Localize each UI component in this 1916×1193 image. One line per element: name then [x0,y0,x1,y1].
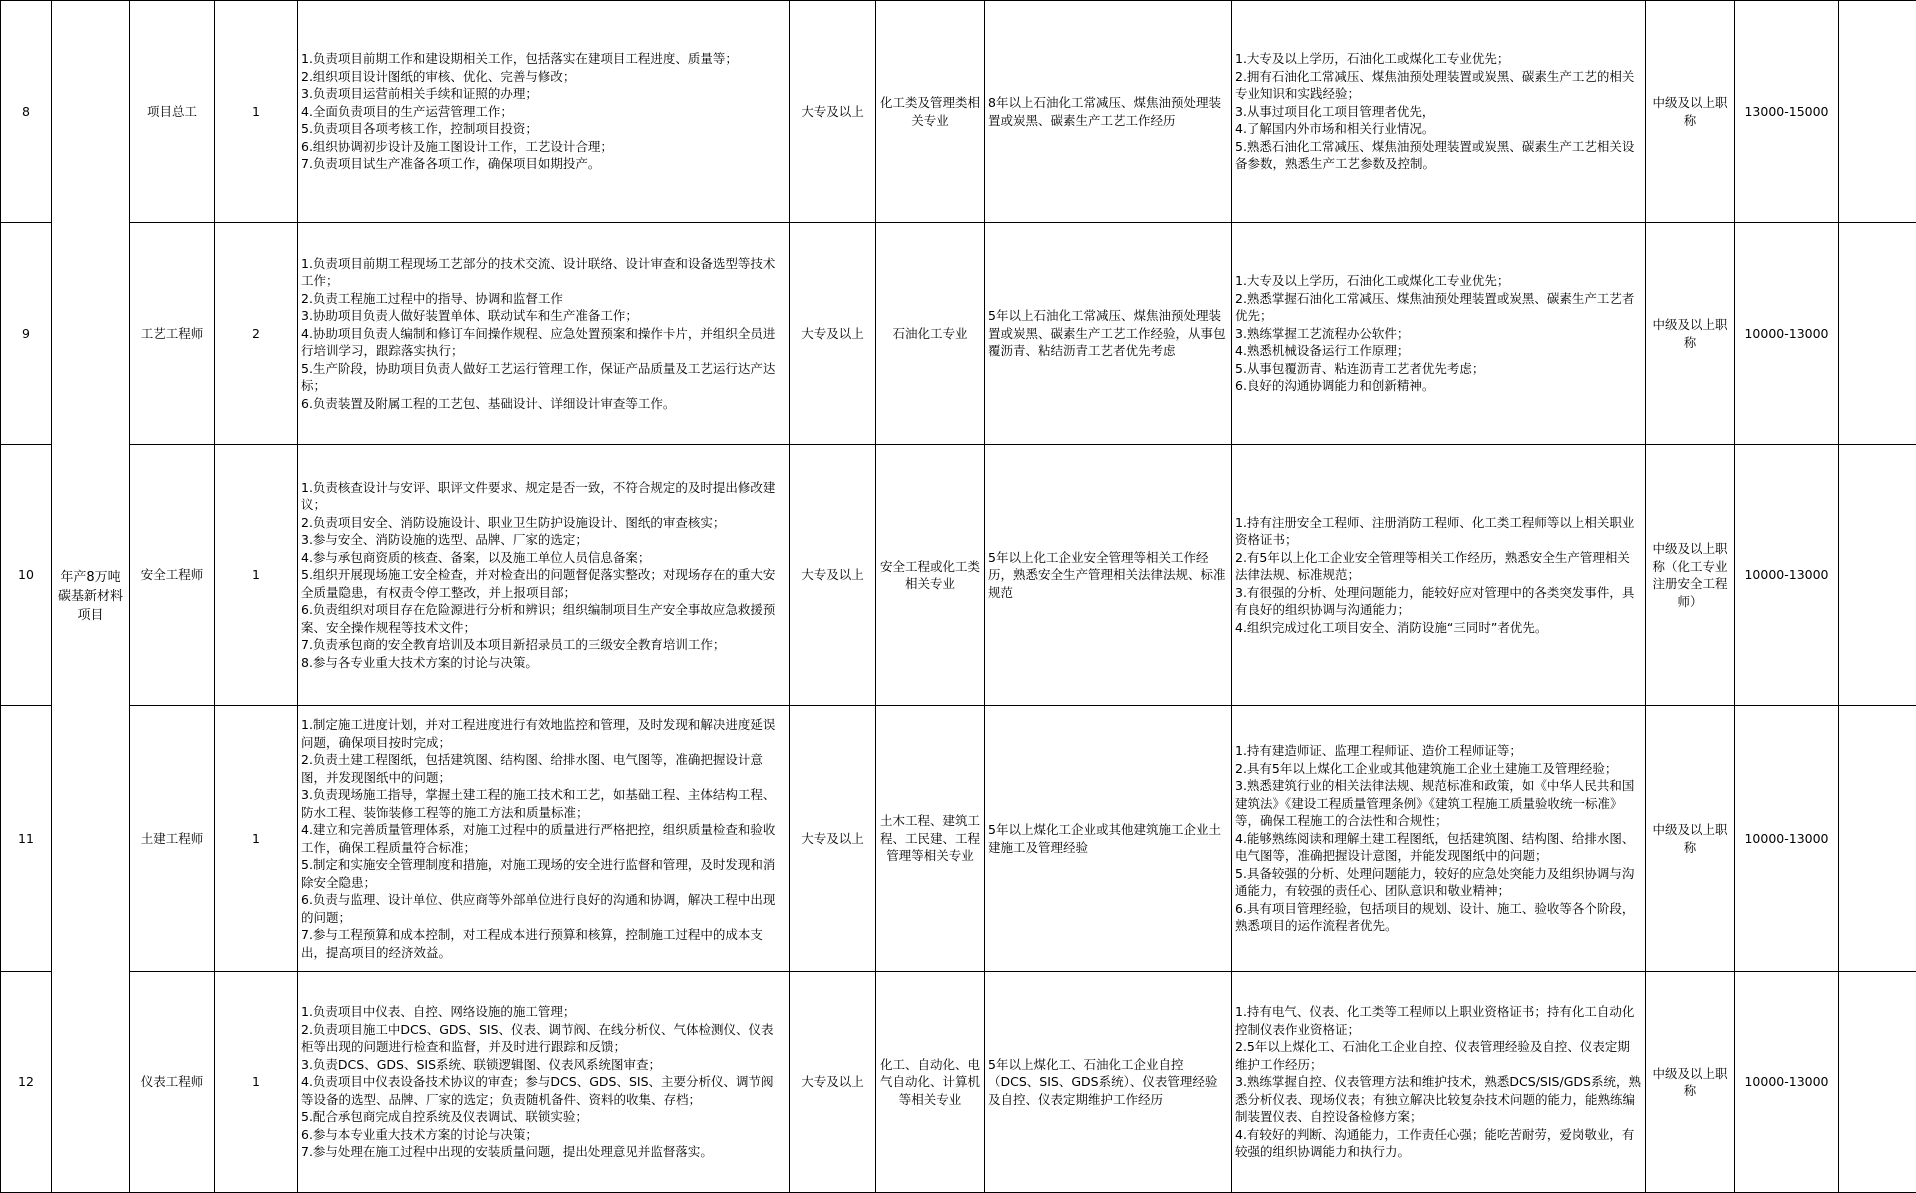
list-line: 2.负责项目施工中DCS、GDS、SIS、仪表、调节阀、在线分析仪、气体检测仪、仪表柜等出现的问题进行检查和监督，并及时进行跟踪和反馈； [301,1021,786,1056]
blank-cell [1839,445,1916,706]
list-line: 1.负责项目中仪表、自控、网络设施的施工管理； [301,1003,786,1021]
title-cell: 中级及以上职称 [1646,706,1735,972]
blank-cell [1839,223,1916,445]
row-number: 9 [1,223,52,445]
list-line: 4.有较好的判断、沟通能力，工作责任心强；能吃苦耐劳，爱岗敬业，有较强的组织协调能力和执行力。 [1235,1126,1642,1161]
list-line: 5.生产阶段，协助项目负责人做好工艺运行管理工作，保证产品质量及工艺运行达产达标； [301,360,786,395]
list-line: 6.负责组织对项目存在危险源进行分析和辨识；组织编制项目生产安全事故应急救援预案、安全操作规程等技术文件； [301,601,786,636]
list-line: 5.具备较强的分析、处理问题能力，较好的应急处突能力及组织协调与沟通能力，有较强的责任心、团队意识和敬业精神； [1235,865,1642,900]
list-line: 1.负责项目前期工程现场工艺部分的技术交流、设计联络、设计审查和设备选型等技术工作； [301,255,786,290]
blank-cell [1839,972,1916,1193]
list-line: 7.参与处理在施工过程中出现的安装质量问题，提出处理意见并监督落实。 [301,1143,786,1161]
row-number: 10 [1,445,52,706]
list-line: 8.参与各专业重大技术方案的讨论与决策。 [301,654,786,672]
title-cell: 中级及以上职称 [1646,972,1735,1193]
blank-cell [1839,706,1916,972]
duties-cell [298,445,790,706]
list-line: 3.负责DCS、GDS、SIS系统、联锁逻辑图、仪表风系统图审查； [301,1056,786,1074]
position-cell: 工艺工程师 [130,223,215,445]
list-line: 5.从事包覆沥青、粘连沥青工艺者优先考虑； [1235,360,1642,378]
requirements-cell [1232,223,1646,445]
headcount-cell: 1 [215,1,298,223]
education-cell: 大专及以上 [790,1,876,223]
list-line: 1.持有建造师证、监理工程师证、造价工程师证等； [1235,742,1642,760]
education-cell: 大专及以上 [790,445,876,706]
requirements-cell [1232,445,1646,706]
education-cell: 大专及以上 [790,972,876,1193]
list-line: 6.良好的沟通协调能力和创新精神。 [1235,377,1642,395]
table-row [1,445,1916,706]
blank-cell [1839,1,1916,223]
title-cell: 中级及以上职称 [1646,1,1735,223]
row-number: 8 [1,1,52,223]
row-number: 12 [1,972,52,1193]
list-line: 1.负责项目前期工作和建设期相关工作，包括落实在建项目工程进度、质量等； [301,50,786,68]
experience-cell: 5年以上煤化工、石油化工企业自控（DCS、SIS、GDS系统）、仪表管理经验及自控、仪表定期维护工作经历 [985,972,1232,1193]
list-line: 4.负责项目中仪表设备技术协议的审查；参与DCS、GDS、SIS、主要分析仪、调节阀等设备的选型、品牌、厂家的选定；负责随机备件、资料的收集、存档； [301,1073,786,1108]
position-cell: 仪表工程师 [130,972,215,1193]
row-number: 11 [1,706,52,972]
education-cell: 大专及以上 [790,706,876,972]
list-line: 1.制定施工进度计划，并对工程进度进行有效地监控和管理，及时发现和解决进度延误问题，确保项目按时完成； [301,716,786,751]
major-cell: 土木工程、建筑工程、工民建、工程管理等相关专业 [876,706,985,972]
salary-cell: 10000-13000 [1735,972,1839,1193]
major-cell: 化工类及管理类相关专业 [876,1,985,223]
headcount-cell: 1 [215,445,298,706]
headcount-cell: 1 [215,706,298,972]
headcount-cell: 2 [215,223,298,445]
experience-cell: 8年以上石油化工常减压、煤焦油预处理装置或炭黑、碳素生产工艺工作经历 [985,1,1232,223]
list-line: 3.参与安全、消防设施的选型、品牌、厂家的选定； [301,531,786,549]
list-line: 5.制定和实施安全管理制度和措施，对施工现场的安全进行监督和管理，及时发现和消除安全隐患； [301,856,786,891]
salary-cell: 13000-15000 [1735,1,1839,223]
list-line: 1.负责核查设计与安评、职评文件要求、规定是否一致，不符合规定的及时提出修改建议； [301,479,786,514]
list-line: 7.负责项目试生产准备各项工作，确保项目如期投产。 [301,155,786,173]
list-line: 4.组织完成过化工项目安全、消防设施“三同时”者优先。 [1235,619,1642,637]
list-line: 2.负责土建工程图纸，包括建筑图、结构图、给排水图、电气图等，准确把握设计意图，并发现图纸中的问题； [301,751,786,786]
major-cell: 安全工程或化工类相关专业 [876,445,985,706]
list-line: 3.协助项目负责人做好装置单体、联动试车和生产准备工作； [301,307,786,325]
table-row [1,223,1916,445]
list-line: 6.具有项目管理经验，包括项目的规划、设计、施工、验收等各个阶段，熟悉项目的运作流程者优先。 [1235,900,1642,935]
list-line: 6.组织协调初步设计及施工图设计工作，工艺设计合理； [301,138,786,156]
list-line: 2.5年以上煤化工、石油化工企业自控、仪表管理经验及自控、仪表定期维护工作经历； [1235,1038,1642,1073]
title-cell: 中级及以上职称（化工专业注册安全工程师） [1646,445,1735,706]
list-line: 3.负责现场施工指导，掌握土建工程的施工技术和工艺，如基础工程、主体结构工程、防水工程、装饰装修工程等的施工方法和质量标准； [301,786,786,821]
duties-cell [298,706,790,972]
salary-cell: 10000-13000 [1735,445,1839,706]
list-line: 3.熟练掌握自控、仪表管理方法和维护技术，熟悉DCS/SIS/GDS系统，熟悉分析仪表、现场仪表；有独立解决比较复杂技术问题的能力，能熟练编制装置仪表、自控设备检修方案； [1235,1073,1642,1126]
list-line: 2.具有5年以上煤化工企业或其他建筑施工企业土建施工及管理经验； [1235,760,1642,778]
salary-cell: 10000-13000 [1735,223,1839,445]
list-line: 1.大专及以上学历，石油化工或煤化工专业优先； [1235,50,1642,68]
list-line: 6.负责与监理、设计单位、供应商等外部单位进行良好的沟通和协调，解决工程中出现的问题； [301,891,786,926]
requirements-cell [1232,706,1646,972]
experience-cell: 5年以上石油化工常减压、煤焦油预处理装置或炭黑、碳素生产工艺工作经验，从事包覆沥青、粘结沥青工艺者优先考虑 [985,223,1232,445]
list-line: 2.有5年以上化工企业安全管理等相关工作经历，熟悉安全生产管理相关法律法规、标准规范； [1235,549,1642,584]
list-line: 1.持有电气、仪表、化工类等工程师以上职业资格证书；持有化工自动化控制仪表作业资格证； [1235,1003,1642,1038]
duties-cell [298,972,790,1193]
list-line: 5.配合承包商完成自控系统及仪表调试、联锁实验； [301,1108,786,1126]
table-row [1,972,1916,1193]
position-cell: 安全工程师 [130,445,215,706]
list-line: 3.负责项目运营前相关手续和证照的办理； [301,85,786,103]
duties-cell [298,1,790,223]
list-line: 2.组织项目设计图纸的审核、优化、完善与修改； [301,68,786,86]
major-cell: 化工、自动化、电气自动化、计算机等相关专业 [876,972,985,1193]
requirements-cell [1232,1,1646,223]
education-cell: 大专及以上 [790,223,876,445]
list-line: 5.组织开展现场施工安全检查，并对检查出的问题督促落实整改；对现场存在的重大安全质量隐患，有权责令停工整改，并上报项目部； [301,566,786,601]
list-line: 2.熟悉掌握石油化工常减压、煤焦油预处理装置或炭黑、碳素生产工艺者优先； [1235,290,1642,325]
list-line: 6.参与本专业重大技术方案的讨论与决策； [301,1126,786,1144]
list-line: 4.熟悉机械设备运行工作原理； [1235,342,1642,360]
list-line: 4.参与承包商资质的核查、备案，以及施工单位人员信息备案； [301,549,786,567]
list-line: 1.大专及以上学历，石油化工或煤化工专业优先； [1235,272,1642,290]
experience-cell: 5年以上煤化工企业或其他建筑施工企业土建施工及管理经验 [985,706,1232,972]
list-line: 6.负责装置及附属工程的工艺包、基础设计、详细设计审查等工作。 [301,395,786,413]
list-line: 2.负责工程施工过程中的指导、协调和监督工作 [301,290,786,308]
list-line: 5.熟悉石油化工常减压、煤焦油预处理装置或炭黑、碳素生产工艺相关设备参数，熟悉生产工艺参数及控制。 [1235,138,1642,173]
table-row [1,1,1916,223]
list-line: 3.熟悉建筑行业的相关法律法规、规范标准和政策，如《中华人民共和国建筑法》《建设工程质量管理条例》《建筑工程施工质量验收统一标准》等，确保工程施工的合法性和合规性； [1235,777,1642,830]
list-line: 4.协助项目负责人编制和修订车间操作规程、应急处置预案和操作卡片，并组织全员进行培训学习，跟踪落实执行； [301,325,786,360]
list-line: 3.有很强的分析、处理问题能力，能较好应对管理中的各类突发事件，具有良好的组织协调与沟通能力； [1235,584,1642,619]
position-cell: 土建工程师 [130,706,215,972]
headcount-cell: 1 [215,972,298,1193]
list-line: 2.拥有石油化工常减压、煤焦油预处理装置或炭黑、碳素生产工艺的相关专业知识和实践经验； [1235,68,1642,103]
list-line: 4.建立和完善质量管理体系，对施工过程中的质量进行严格把控，组织质量检查和验收工作，确保工程质量符合标准； [301,821,786,856]
list-line: 4.了解国内外市场和相关行业情况。 [1235,120,1642,138]
title-cell: 中级及以上职称 [1646,223,1735,445]
position-cell: 项目总工 [130,1,215,223]
duties-cell [298,223,790,445]
list-line: 4.能够熟练阅读和理解土建工程图纸，包括建筑图、结构图、给排水图、电气图等，准确把握设计意图，并能发现图纸中的问题； [1235,830,1642,865]
list-line: 7.参与工程预算和成本控制，对工程成本进行预算和核算，控制施工过程中的成本支出，提高项目的经济效益。 [301,926,786,961]
list-line: 3.从事过项目化工项目管理者优先， [1235,103,1642,121]
list-line: 1.持有注册安全工程师、注册消防工程师、化工类工程师等以上相关职业资格证书； [1235,514,1642,549]
list-line: 2.负责项目安全、消防设施设计、职业卫生防护设施设计、图纸的审查核实； [301,514,786,532]
list-line: 7.负责承包商的安全教育培训及本项目新招录员工的三级安全教育培训工作； [301,636,786,654]
experience-cell: 5年以上化工企业安全管理等相关工作经历，熟悉安全生产管理相关法律法规、标准规范 [985,445,1232,706]
major-cell: 石油化工专业 [876,223,985,445]
project-name-cell: 年产8万吨碳基新材料项目 [52,1,130,1193]
list-line: 5.负责项目各项考核工作，控制项目投资； [301,120,786,138]
requirements-cell [1232,972,1646,1193]
list-line: 3.熟练掌握工艺流程办公软件； [1235,325,1642,343]
salary-cell: 10000-13000 [1735,706,1839,972]
list-line: 4.全面负责项目的生产运营管理工作； [301,103,786,121]
table-row [1,706,1916,972]
